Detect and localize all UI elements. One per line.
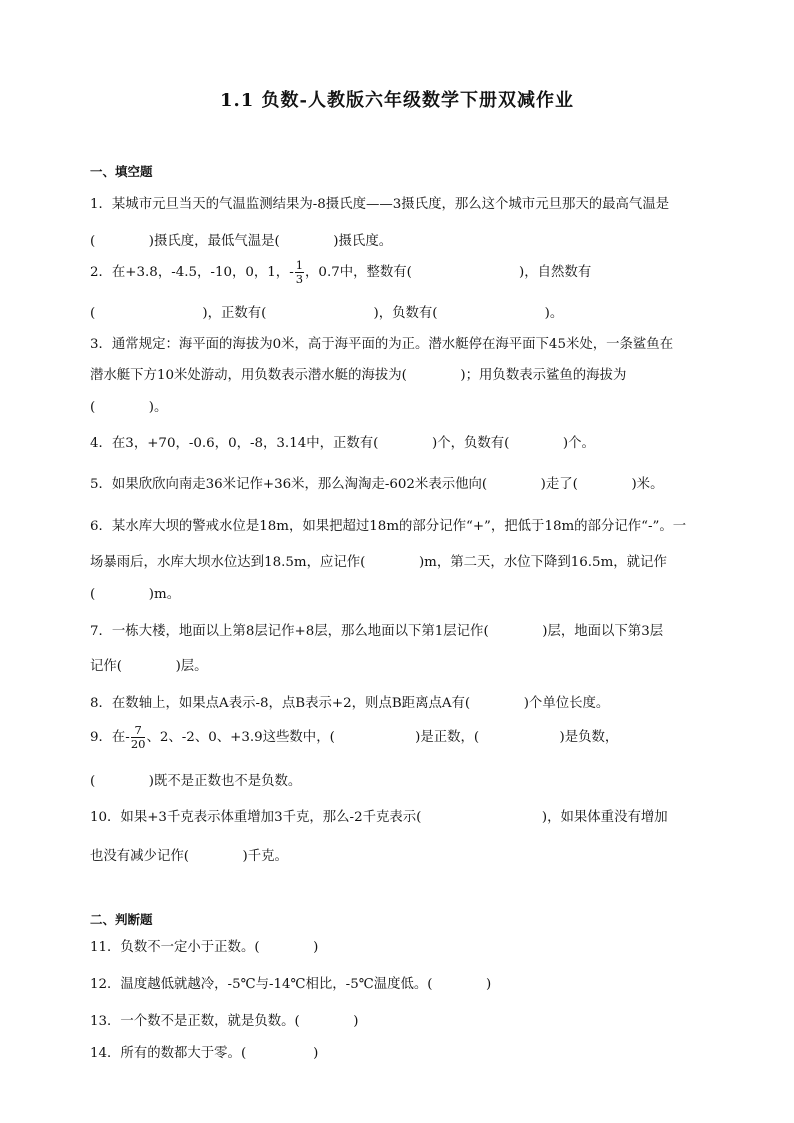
section-fill-in-blank-heading: 一、填空题 xyxy=(90,164,153,179)
question-14: 14．所有的数都大于零。( ) xyxy=(90,1046,319,1061)
question-10-line-1: 10．如果+3千克表示体重增加3千克，那么-2千克表示( )，如果体重没有增加 xyxy=(90,810,668,825)
fraction-denominator: 20 xyxy=(130,737,146,751)
question-1-line-2: ( )摄氏度，最低气温是( )摄氏度。 xyxy=(90,234,393,249)
fraction-one-third xyxy=(295,259,304,286)
question-9-text-start: 9．在- xyxy=(90,730,130,745)
question-13: 13．一个数不是正数，就是负数。( ) xyxy=(90,1014,359,1029)
question-2-line-2: ( )，正数有( )，负数有( )。 xyxy=(90,306,564,321)
section-true-false-heading: 二、判断题 xyxy=(90,912,153,927)
question-5: 5．如果欣欣向南走36米记作+36米，那么淘淘走-602米表示他向( )走了( )米。 xyxy=(90,477,664,492)
fraction-denominator: 3 xyxy=(295,272,304,286)
question-9-line-2: ( )既不是正数也不是负数。 xyxy=(90,774,302,789)
document-title: 1.1 负数-人教版六年级数学下册双减作业 xyxy=(219,90,575,111)
question-7-line-2: 记作( )层。 xyxy=(90,659,208,674)
question-2-text-end: ，0.7中，整数有( )，自然数有 xyxy=(305,265,592,280)
question-4: 4．在3，+70，-0.6，0，-8，3.14中，正数有( )个，负数有( )个。 xyxy=(90,436,595,451)
question-6-line-1: 6．某水库大坝的警戒水位是18m，如果把超过18m的部分记作“+”，把低于18m的部分记作“-”。一 xyxy=(90,519,687,534)
question-9-line-1 xyxy=(90,724,618,751)
question-11: 11．负数不一定小于正数。( ) xyxy=(90,940,319,955)
question-1-line-1: 1．某城市元旦当天的气温监测结果为-8摄氏度——3摄氏度，那么这个城市元旦那天的最高气温是 xyxy=(90,197,670,212)
question-12: 12．温度越低就越冷，-5℃与-14℃相比，-5℃温度低。( ) xyxy=(90,977,492,992)
question-2-line-1 xyxy=(90,259,591,286)
question-6-line-2: 场暴雨后，水库大坝水位达到18.5m，应记作( )m，第二天，水位下降到16.5m，就记作 xyxy=(90,555,667,570)
question-3-line-2: 潜水艇下方10米处游动，用负数表示潜水艇的海拔为( )；用负数表示鲨鱼的海拔为 xyxy=(90,368,627,383)
question-3-line-3: ( )。 xyxy=(90,400,168,415)
fraction-numerator: 1 xyxy=(295,258,304,272)
question-9-text-end: 、2、-2、0、+3.9这些数中，( )是正数，( )是负数， xyxy=(146,730,619,745)
question-3-line-1: 3．通常规定：海平面的海拔为0米，高于海平面的为正。潜水艇停在海平面下45米处，一条鲨鱼在 xyxy=(90,337,674,352)
question-2-text-start: 2．在+3.8，-4.5，-10，0，1，- xyxy=(90,265,294,280)
question-10-line-2: 也没有减少记作( )千克。 xyxy=(90,849,288,864)
question-7-line-1: 7．一栋大楼，地面以上第8层记作+8层，那么地面以下第1层记作( )层，地面以下第3层 xyxy=(90,624,664,639)
fraction-numerator: 7 xyxy=(131,724,146,738)
question-8: 8．在数轴上，如果点A表示-8，点B表示+2，则点B距离点A有( )个单位长度。 xyxy=(90,696,610,711)
question-6-line-3: ( )m。 xyxy=(90,587,181,602)
fraction-seven-twentieths xyxy=(131,724,146,751)
